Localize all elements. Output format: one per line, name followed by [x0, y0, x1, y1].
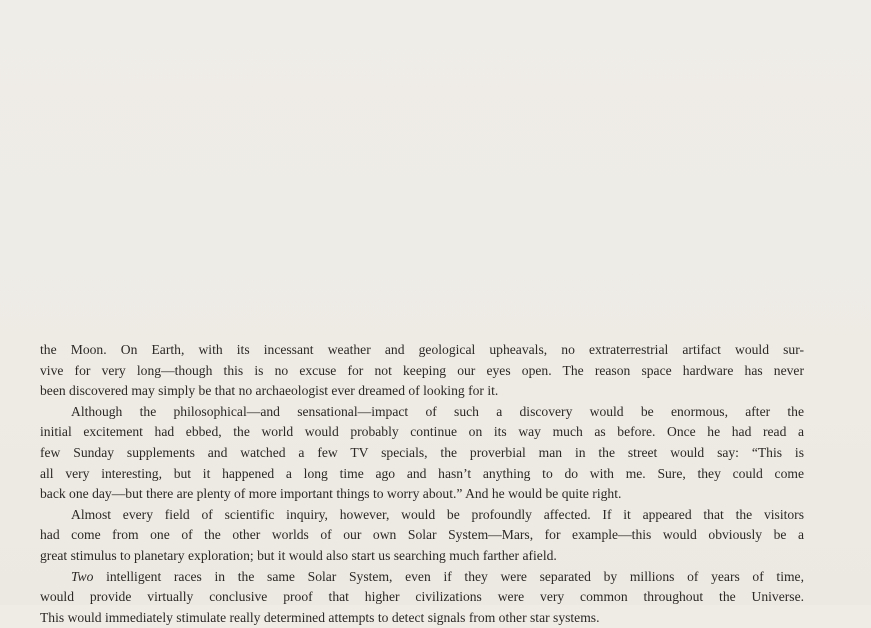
paragraph-start-line: Although the philosophical—and sensational—impact of such a discovery would be enormous, after the	[71, 403, 804, 419]
text-line: vive for very long—though this is no excuse for not keeping our eyes open. The reason space hardware has never	[40, 362, 804, 378]
text-line: would provide virtually conclusive proof that higher civilizations were very common throughout the Universe.	[40, 589, 804, 605]
text-line: great stimulus to planetary exploration; but it would also start us searching much farther afield.	[40, 547, 557, 563]
text-line: This would immediately stimulate really determined attempts to detect signals from other star systems.	[40, 609, 600, 625]
line-remainder: intelligent races in the same Solar System, even if they were separated by millions of years of time,	[106, 568, 804, 584]
paragraph-start-line: Almost every field of scientific inquiry, however, would be profoundly affected. If it appeared that the visitors	[71, 506, 804, 522]
text-line: the Moon. On Earth, with its incessant weather and geological upheavals, no extraterrestrial artifact would sur-	[40, 342, 804, 357]
text-line: initial excitement had ebbed, the world would probably continue on its way much as before. Once he had read a	[40, 424, 804, 440]
body-text	[40, 340, 804, 628]
text-line: been discovered may simply be that no archaeologist ever dreamed of looking for it.	[40, 383, 499, 399]
text-line: all very interesting, but it happened a long time ago and hasn’t anything to do with me. Sure, they could come	[40, 465, 804, 481]
text-line: back one day—but there are plenty of more important things to worry about.” And he would be quite right.	[40, 486, 622, 502]
paragraph-start-line	[40, 567, 804, 588]
italic-lead-word: Two	[71, 568, 94, 584]
text-line: had come from one of the other worlds of our own Solar System—Mars, for example—this would obviously be a	[40, 527, 804, 543]
text-line: few Sunday supplements and watched a few TV specials, the proverbial man in the street would say: “This is	[40, 444, 804, 460]
